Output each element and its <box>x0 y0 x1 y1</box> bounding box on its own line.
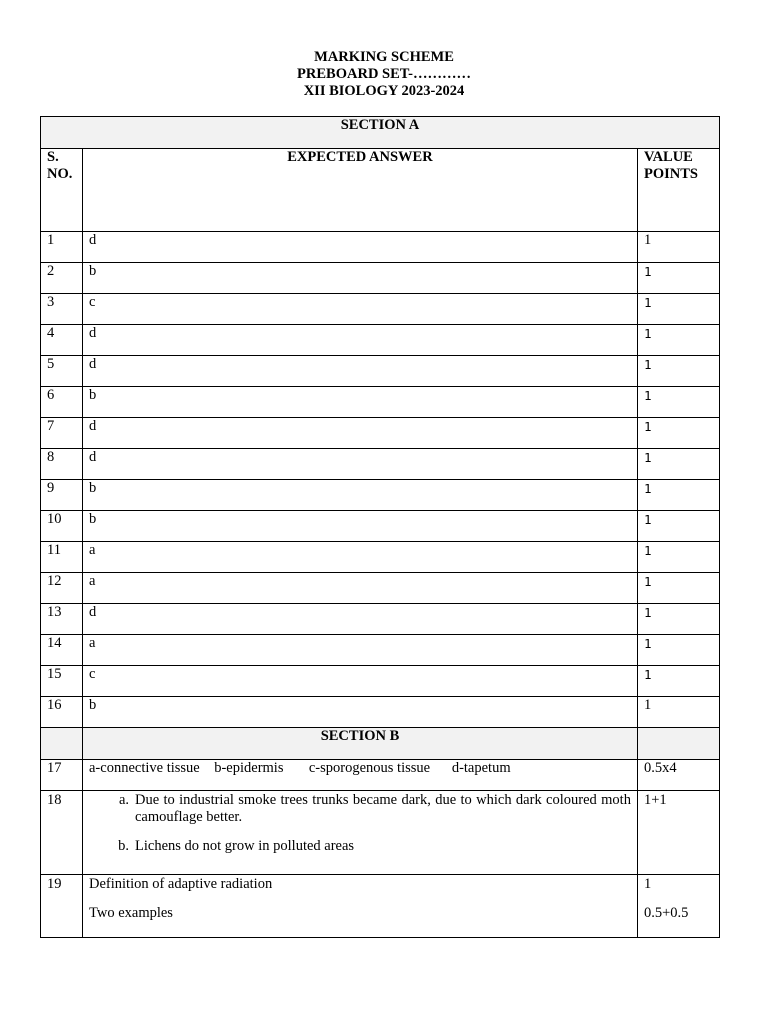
table-row <box>41 635 720 666</box>
section-b-header-row <box>41 728 720 760</box>
answer-cell: d <box>83 604 638 635</box>
answer-subpoint <box>89 838 631 855</box>
table-row <box>41 418 720 449</box>
header-subject: XII BIOLOGY 2023-2024 <box>303 83 465 99</box>
col-header-value: VALUE POINTS <box>637 149 719 232</box>
row-number: 1 <box>41 232 83 263</box>
table-row <box>41 697 720 728</box>
answer-cell: a <box>83 542 638 573</box>
answer-cell: d <box>83 418 638 449</box>
table-row <box>41 387 720 418</box>
value-cell: 1 <box>637 604 719 635</box>
table-row <box>41 542 720 573</box>
value-cell: 1+1 <box>637 791 719 875</box>
answer-cell <box>83 791 638 875</box>
row-number: 19 <box>41 875 83 938</box>
table-row <box>41 875 720 938</box>
table-row <box>41 325 720 356</box>
row-number: 16 <box>41 697 83 728</box>
value-cell: 1 <box>637 263 719 294</box>
row-number: 8 <box>41 449 83 480</box>
value-cell: 1 <box>637 511 719 542</box>
answer-cell: a <box>83 635 638 666</box>
row-number: 10 <box>41 511 83 542</box>
answer-part: d-tapetum <box>451 760 511 776</box>
answer-cell: d <box>83 449 638 480</box>
value-cell: 1 <box>637 325 719 356</box>
header-title: MARKING SCHEME <box>314 49 454 65</box>
table-row <box>41 356 720 387</box>
answer-cell: d <box>83 232 638 263</box>
section-b-title: SECTION B <box>83 728 638 760</box>
value-cell: 1 <box>637 573 719 604</box>
value-cell: 1 <box>637 697 719 728</box>
section-b-empty-cell <box>637 728 719 760</box>
answer-cell <box>83 875 638 938</box>
marking-scheme-table <box>40 116 720 938</box>
value-cell: 0.5x4 <box>637 760 719 791</box>
row-number: 9 <box>41 480 83 511</box>
table-row <box>41 263 720 294</box>
answer-cell: a <box>83 573 638 604</box>
value-cell: 1 <box>637 387 719 418</box>
table-row <box>41 294 720 325</box>
value-cell: 1 <box>637 418 719 449</box>
subpoint-marker: b. <box>118 838 129 854</box>
section-b-empty-cell <box>41 728 83 760</box>
answer-cell: b <box>83 480 638 511</box>
answer-part: a-connective tissue <box>89 760 200 776</box>
value-cell: 1 <box>637 666 719 697</box>
answer-cell: b <box>83 697 638 728</box>
row-number: 14 <box>41 635 83 666</box>
subpoint-text: Lichens do not grow in polluted areas <box>135 838 355 854</box>
answer-cell: b <box>83 263 638 294</box>
value-cell: 1 <box>637 294 719 325</box>
document-header <box>0 49 768 100</box>
row-number: 5 <box>41 356 83 387</box>
row-number: 18 <box>41 791 83 875</box>
row-number: 3 <box>41 294 83 325</box>
value-cell: 1 <box>637 480 719 511</box>
row-number: 11 <box>41 542 83 573</box>
value-line: 0.5+0.5 <box>643 905 689 921</box>
value-cell: 1 <box>637 232 719 263</box>
answer-line: Two examples <box>89 905 173 921</box>
table-row <box>41 511 720 542</box>
row-number: 6 <box>41 387 83 418</box>
column-header-row <box>41 149 720 232</box>
section-a-header-row <box>41 117 720 149</box>
row-number: 17 <box>41 760 83 791</box>
value-cell: 1 <box>637 542 719 573</box>
answer-cell: d <box>83 356 638 387</box>
answer-cell: b <box>83 387 638 418</box>
col-header-serial: S. NO. <box>41 149 83 232</box>
subpoint-text: Due to industrial smoke trees trunks became dark, due to which dark coloured moth camouflage better. <box>135 792 631 825</box>
row-number: 4 <box>41 325 83 356</box>
col-header-answer: EXPECTED ANSWER <box>83 149 638 232</box>
value-cell <box>637 875 719 938</box>
subpoint-marker: a. <box>118 792 129 808</box>
section-a-title: SECTION A <box>41 117 720 149</box>
value-cell: 1 <box>637 356 719 387</box>
answer-cell: d <box>83 325 638 356</box>
value-cell: 1 <box>637 635 719 666</box>
table-row <box>41 480 720 511</box>
row-number: 15 <box>41 666 83 697</box>
answer-cell: c <box>83 294 638 325</box>
answer-part: c-sporogenous tissue <box>308 760 431 776</box>
value-line: 1 <box>643 876 652 892</box>
table-row <box>41 760 720 791</box>
header-set: PREBOARD SET-………… <box>297 66 471 82</box>
answer-subpoint <box>89 792 631 826</box>
answer-line: Definition of adaptive radiation <box>89 876 273 892</box>
answer-cell <box>83 760 638 791</box>
table-row <box>41 449 720 480</box>
row-number: 2 <box>41 263 83 294</box>
table-row <box>41 666 720 697</box>
answer-cell: b <box>83 511 638 542</box>
row-number: 13 <box>41 604 83 635</box>
row-number: 7 <box>41 418 83 449</box>
table-row <box>41 232 720 263</box>
answer-part: b-epidermis <box>214 760 284 776</box>
table-row <box>41 791 720 875</box>
table-row <box>41 604 720 635</box>
row-number: 12 <box>41 573 83 604</box>
value-cell: 1 <box>637 449 719 480</box>
answer-cell: c <box>83 666 638 697</box>
table-row <box>41 573 720 604</box>
